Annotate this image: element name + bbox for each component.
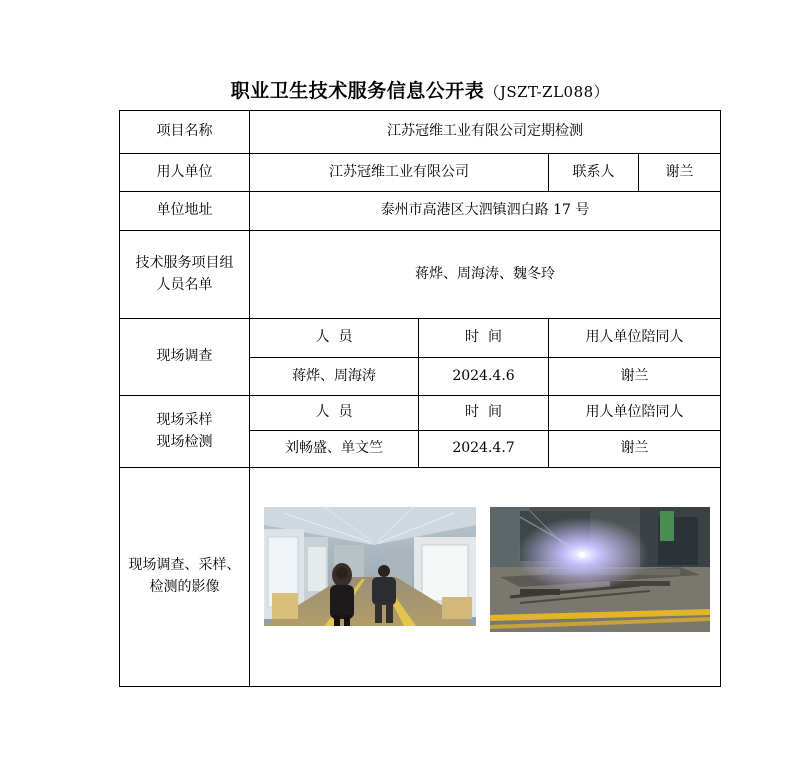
sampling-date: 2024.4.7 xyxy=(419,431,549,468)
images-cell xyxy=(250,468,721,687)
site-survey-photo xyxy=(264,507,476,626)
welding-workshop-image xyxy=(490,507,710,632)
team-label xyxy=(120,231,250,319)
team-label-line1: 技术服务项目组 xyxy=(135,254,234,271)
sampling-escort: 谢兰 xyxy=(549,431,721,468)
sampling-header-time: 时 间 xyxy=(419,396,549,431)
survey-header-personnel: 人 员 xyxy=(250,319,419,358)
sampling-personnel: 刘畅盛、单文竺 xyxy=(250,431,419,468)
site-sampling-photo xyxy=(490,507,710,632)
sampling-label-line2: 现场检测 xyxy=(156,433,213,450)
contact-label: 联系人 xyxy=(549,154,639,192)
row-employer xyxy=(120,154,721,192)
row-survey-header xyxy=(120,319,721,358)
row-sampling-header xyxy=(120,396,721,431)
project-label: 项目名称 xyxy=(120,111,250,154)
sampling-header-escort: 用人单位陪同人 xyxy=(549,396,721,431)
address-label: 单位地址 xyxy=(120,192,250,231)
employer-value: 江苏冠维工业有限公司 xyxy=(250,154,549,192)
row-address xyxy=(120,192,721,231)
row-project xyxy=(120,111,721,154)
survey-header-escort: 用人单位陪同人 xyxy=(549,319,721,358)
sampling-label-line1: 现场采样 xyxy=(156,411,213,428)
row-team xyxy=(120,231,721,319)
project-value: 江苏冠维工业有限公司定期检测 xyxy=(250,111,721,154)
info-table xyxy=(119,110,721,687)
document-title xyxy=(120,76,720,103)
contact-value: 谢兰 xyxy=(639,154,721,192)
sampling-header-personnel: 人 员 xyxy=(250,396,419,431)
survey-escort: 谢兰 xyxy=(549,358,721,396)
address-value: 泰州市高港区大泗镇泗白路 17 号 xyxy=(250,192,721,231)
images-label-line2: 检测的影像 xyxy=(149,579,220,595)
images-label-line1: 现场调查、采样、 xyxy=(128,557,241,574)
survey-personnel: 蒋烨、周海涛 xyxy=(250,358,419,396)
sampling-label xyxy=(120,396,250,468)
title-main: 职业卫生技术服务信息公开表 xyxy=(230,80,485,102)
title-code: （JSZT-ZL088） xyxy=(484,83,610,101)
team-label-line2: 人员名单 xyxy=(156,276,213,293)
survey-date: 2024.4.6 xyxy=(419,358,549,396)
workshop-walk-image xyxy=(264,507,476,626)
row-images xyxy=(120,468,721,687)
employer-label: 用人单位 xyxy=(120,154,250,192)
team-value: 蒋烨、周海涛、魏冬玲 xyxy=(250,231,721,319)
survey-label: 现场调查 xyxy=(120,319,250,396)
photo-gallery xyxy=(250,468,720,686)
survey-header-time: 时 间 xyxy=(419,319,549,358)
images-label xyxy=(120,468,250,687)
